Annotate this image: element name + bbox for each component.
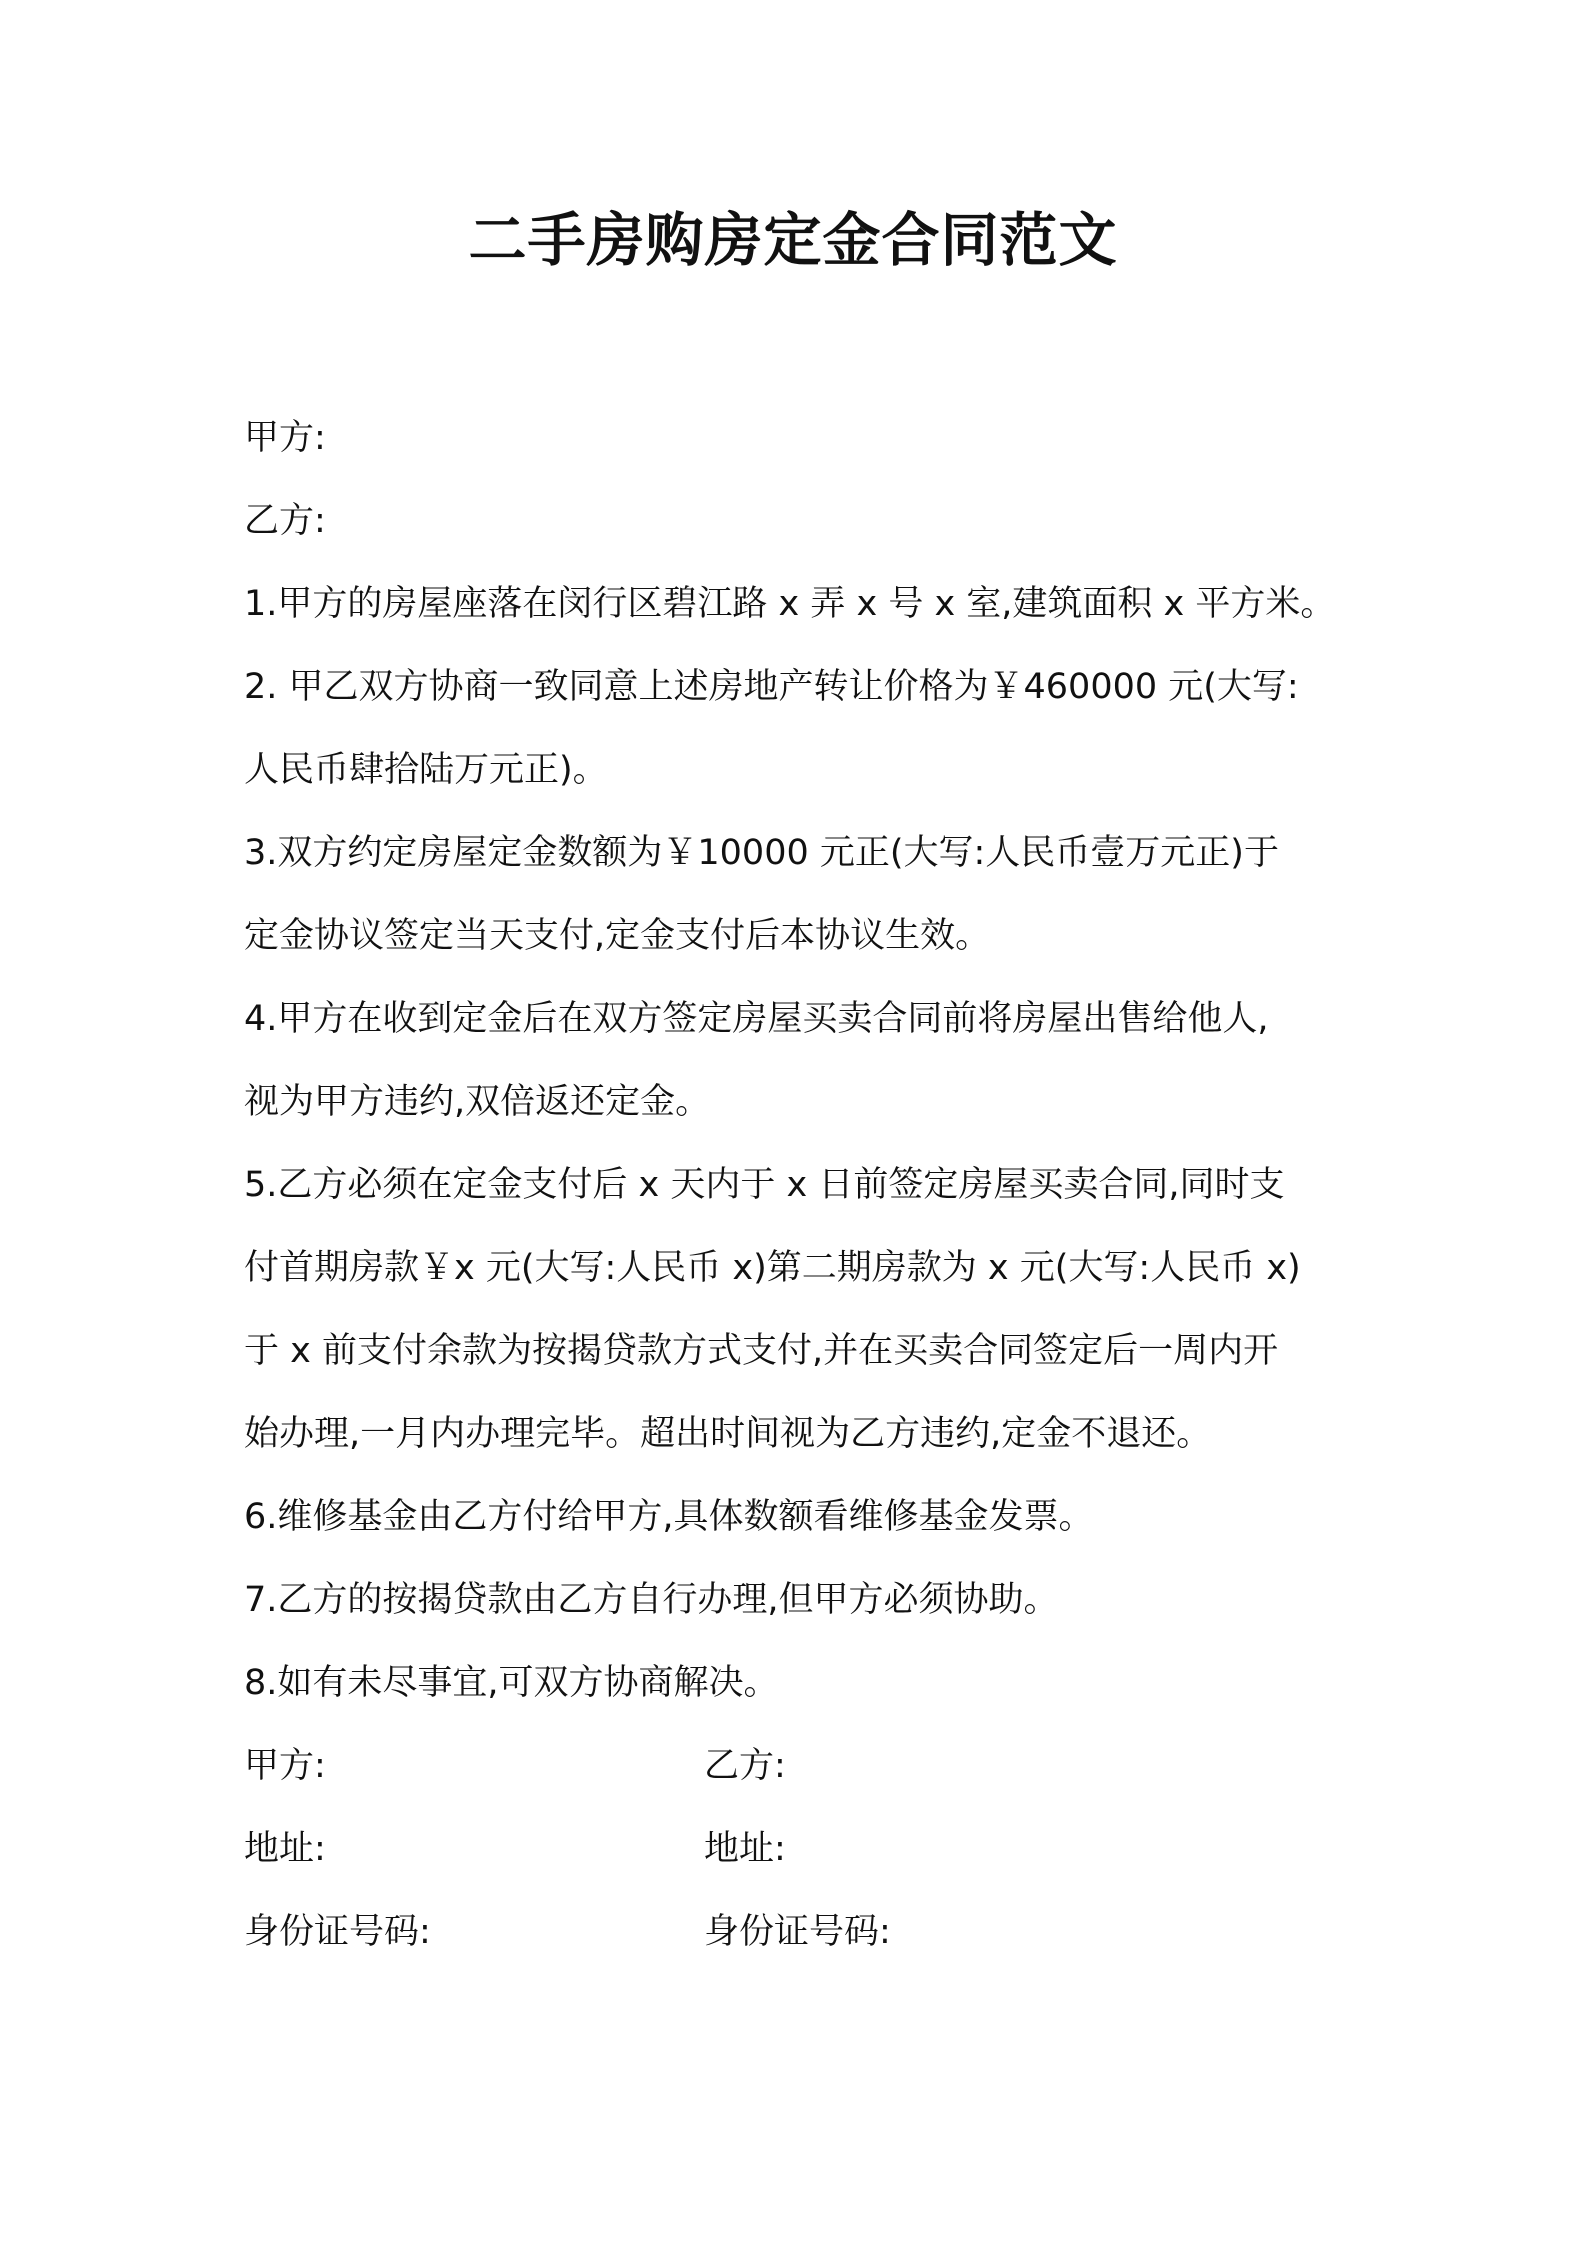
signature-address-a: 地址: [244,1829,326,1869]
clause-line-3-cont: 定金协议签定当天支付,定金支付后本协议生效。 [244,916,991,956]
clause-line-5-cont-3: 始办理,一月内办理完毕。超出时间视为乙方违约,定金不退还。 [244,1414,1212,1454]
clause-line-2: 2. 甲乙双方协商一致同意上述房地产转让价格为￥460000 元(大写: [244,667,1299,707]
signature-party-a: 甲方: [244,1746,326,1786]
clause-line-5: 5.乙方必须在定金支付后 x 天内于 x 日前签定房屋买卖合同,同时支 [244,1165,1285,1205]
clause-line-7: 7.乙方的按揭贷款由乙方自行办理,但甲方必须协助。 [244,1580,1059,1620]
clause-line-5-cont-1: 付首期房款￥x 元(大写:人民币 x)第二期房款为 x 元(大写:人民币 x) [244,1248,1301,1288]
signature-party-b: 乙方: [704,1746,786,1786]
party-b-label: 乙方: [244,501,326,541]
document-title: 二手房购房定金合同范文 [468,206,1118,274]
clause-line-6: 6.维修基金由乙方付给甲方,具体数额看维修基金发票。 [244,1497,1094,1537]
clause-line-5-cont-2: 于 x 前支付余款为按揭贷款方式支付,并在买卖合同签定后一周内开 [244,1331,1279,1371]
signature-id-number-b: 身份证号码: [704,1912,891,1952]
clause-line-4-cont: 视为甲方违约,双倍返还定金。 [244,1082,711,1122]
clause-line-4: 4.甲方在收到定金后在双方签定房屋买卖合同前将房屋出售给他人, [244,999,1269,1039]
clause-line-1: 1.甲方的房屋座落在闵行区碧江路 x 弄 x 号 x 室,建筑面积 x 平方米。 [244,584,1336,624]
signature-id-number-a: 身份证号码: [244,1912,431,1952]
signature-address-b: 地址: [704,1829,786,1869]
clause-line-2-cont: 人民币肆拾陆万元正)。 [244,750,608,790]
clause-line-3: 3.双方约定房屋定金数额为￥10000 元正(大写:人民币壹万元正)于 [244,833,1279,873]
party-a-label: 甲方: [244,418,326,458]
clause-line-8: 8.如有未尽事宜,可双方协商解决。 [244,1663,779,1703]
